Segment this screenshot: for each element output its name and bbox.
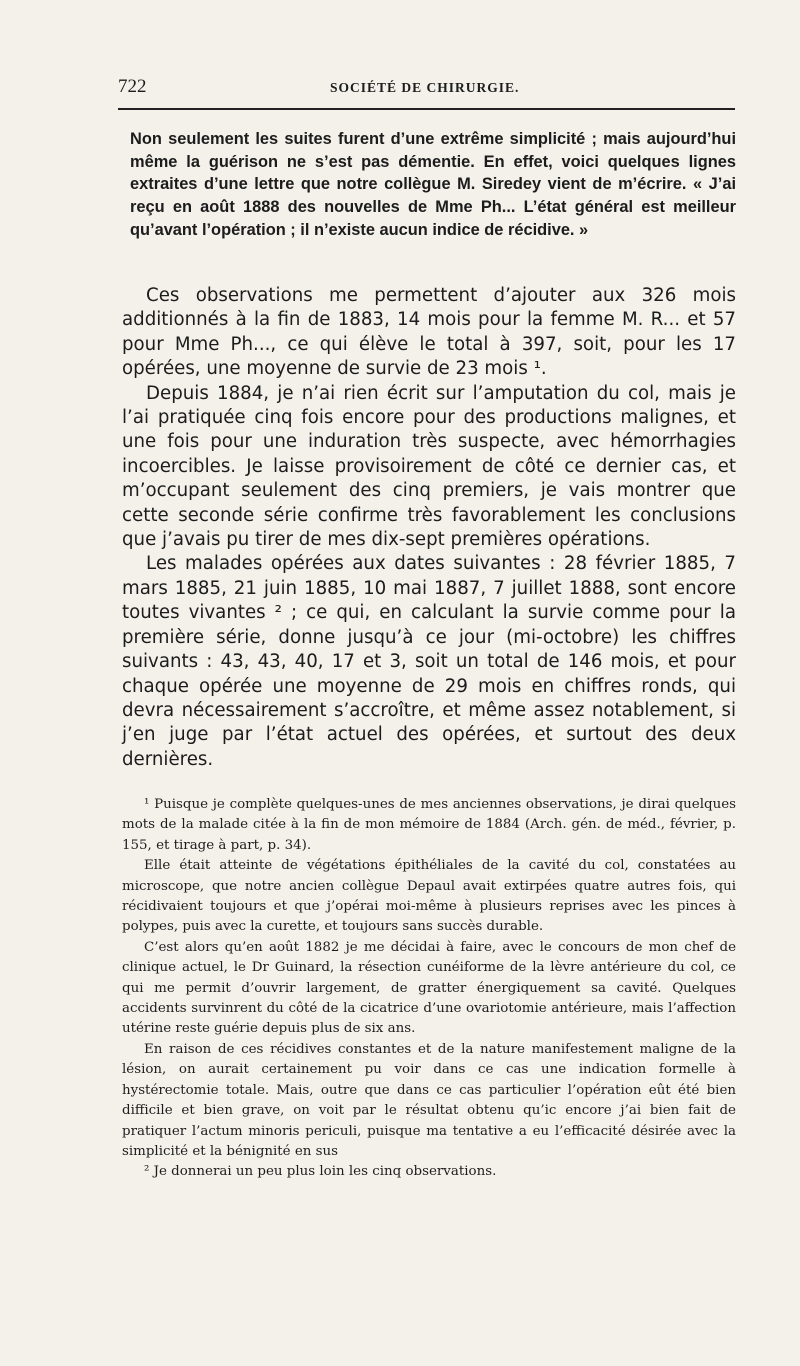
header-rule xyxy=(118,108,735,110)
body-paragraph: Les malades opérées aux dates suivantes : 28 février 1885, 7 mars 1885, 21 juin 1885, 10 mai 1887, 7 juillet 1888, sont encore toutes vivantes ² ; ce qui, en calculant la survie comme pour la première série, donne jusqu’à ce jour (mi-octobre) les chiffres suivants : 43, 43, 40, 17 et 3, soit un total de 146 mois, et pour chaque opérée une moyenne de 29 mois en chiffres ronds, qui devra nécessairement s’accroître, et même assez notablement, si j’en juge par l’état actuel des opérées, et surtout des deux dernières. xyxy=(122,553,736,770)
body-paragraph: Depuis 1884, je n’ai rien écrit sur l’amputation du col, mais je l’ai pratiquée cinq fois encore pour des productions malignes, et une fois pour une induration très suspecte, avec hémorrhagies incoercibles. Je laisse provisoirement de côté ce dernier cas, et m’occupant seulement des cinq premiers, je vais montrer que cette seconde série confirme très favorablement les conclusions que j’avais pu tirer de mes dix-sept premières opérations. xyxy=(122,382,736,551)
body-paragraph: Ces observations me permettent d’ajouter aux 326 mois additionnés à la fin de 1883, 14 mois pour la femme M. R... et 57 pour Mme Ph..., ce qui élève le total à 397, soit, pour les 17 opérées, une moyenne de survie de 23 mois ¹. xyxy=(122,285,736,380)
running-head: SOCIÉTÉ DE CHIRURGIE. xyxy=(330,80,520,95)
footnotes xyxy=(122,795,736,1183)
footnote: Elle était atteinte de végétations épithéliales de la cavité du col, constatées au microscope, que notre ancien collègue Depaul avait extirpées quatre autres fois, qui récidivaient toujours et que j’opérai moi-même à plusieurs reprises avec les pinces à polypes, puis avec la curette, et toujours sans succès durable. xyxy=(122,858,736,935)
page-number: 722 xyxy=(118,76,147,97)
page-header xyxy=(118,76,735,98)
footnote: En raison de ces récidives constantes et de la nature manifestement maligne de la lésion, on aurait certainement pu voir dans ce cas une indication formelle à hystérectomie totale. Mais, outre que dans ce cas particulier l’opération eût été bien difficile et bien grave, on voit par le résultat obtenu qu’ic encore j’ai bien fait de pratiquer l’actum minoris periculi, puisque ma tentative a eu l’efficacité désirée avec la simplicité et la bénignité en sus xyxy=(122,1041,736,1159)
footnote: ¹ Puisque je complète quelques-unes de mes anciennes observations, je dirai quelques mots de la malade citée à la fin de mon mémoire de 1884 (Arch. gén. de méd., février, p. 155, et tirage à part, p. 34). xyxy=(122,797,736,853)
footnote: C’est alors qu’en août 1882 je me décidai à faire, avec le concours de mon chef de clinique actuel, le Dr Guinard, la résection cunéiforme de la lèvre antérieure du col, ce qui me permit d’ouvrir largement, de gratter énergiquement sa cavité. Quelques accidents survinrent du côté de la cicatrice d’une ovariotomie antérieure, mais l’affection utérine reste guérie depuis plus de six ans. xyxy=(122,939,736,1037)
footnote: ² Je donnerai un peu plus loin les cinq observations. xyxy=(144,1164,497,1180)
main-text xyxy=(122,284,736,772)
quoted-letter-paragraph: Non seulement les suites furent d’une extrême simplicité ; mais aujourd’hui même la guérison ne s’est pas démentie. En effet, voici quelques lignes extraites d’une lettre que notre collègue M. Siredey vient de m’écrire. « J’ai reçu en août 1888 des nouvelles de Mme Ph... L’état général est meilleur qu’avant l’opération ; il n’existe aucun indice de récidive. » xyxy=(130,130,736,239)
